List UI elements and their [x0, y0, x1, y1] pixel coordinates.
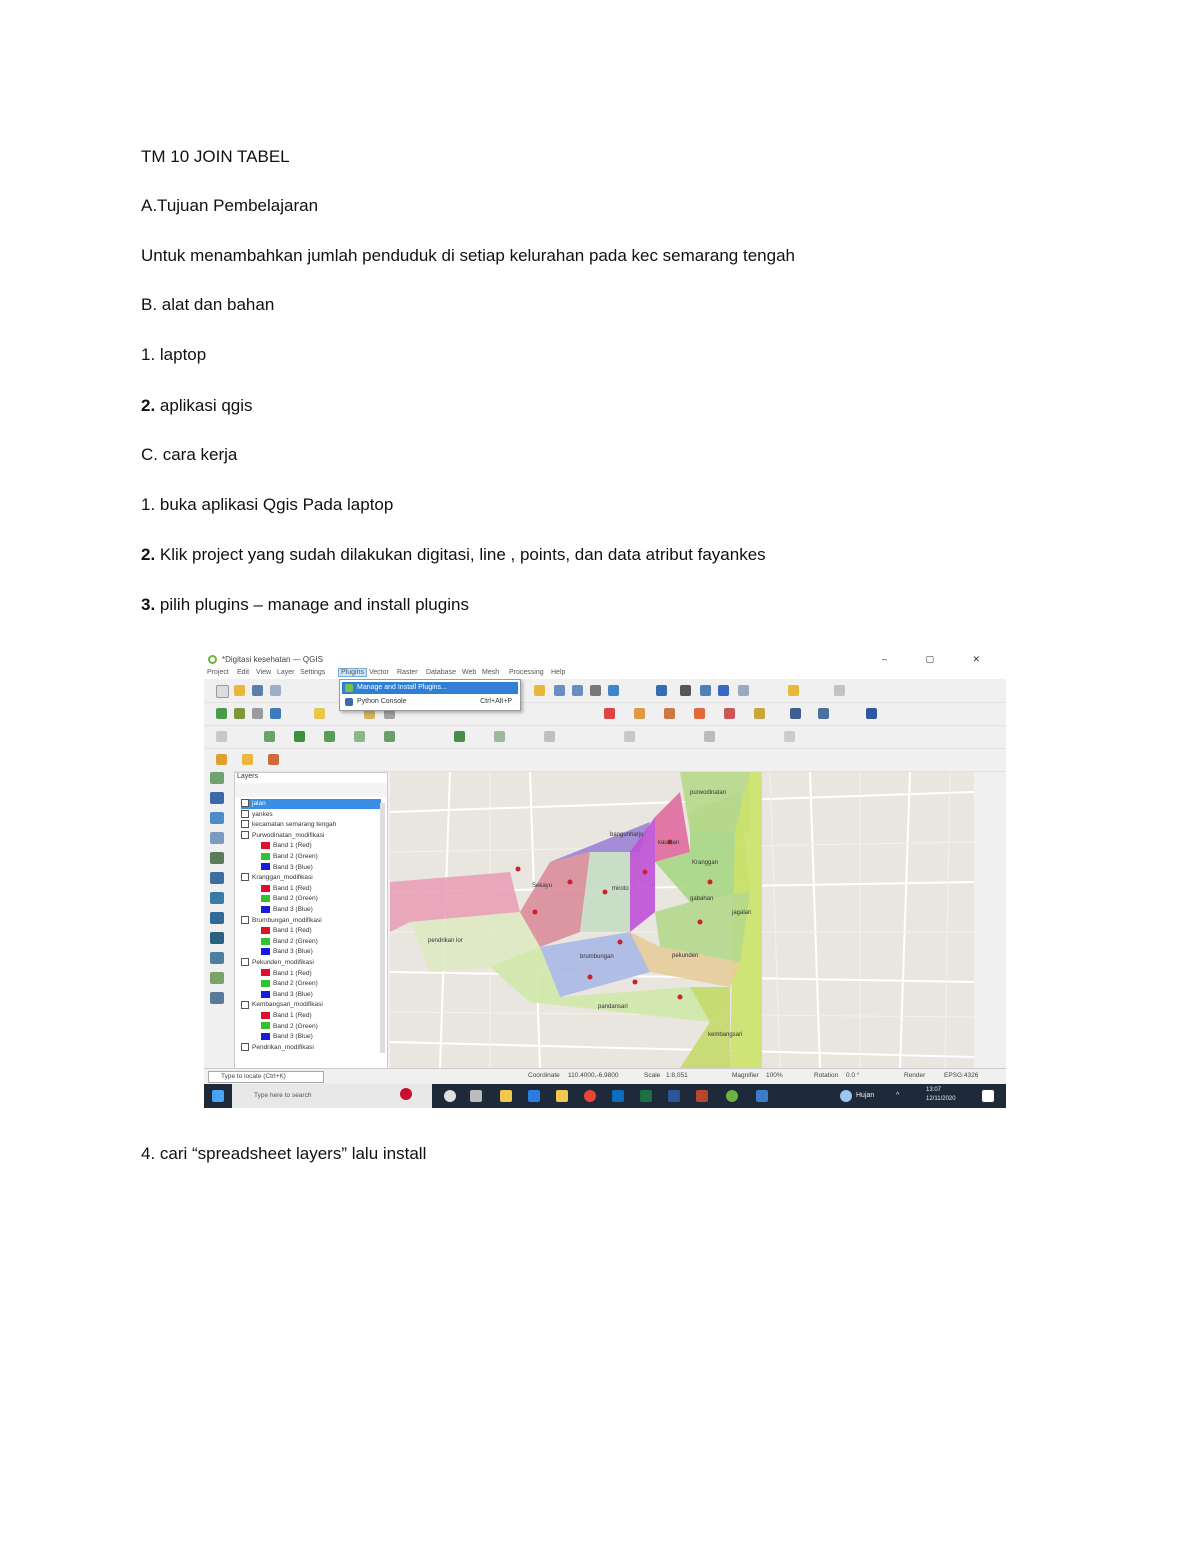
reverse-line-icon[interactable] [784, 731, 795, 742]
step-2-text: Klik project yang sudah dilakukan digitasi, line , points, dan data atribut fayankes [155, 545, 766, 564]
plugin-icon [345, 684, 353, 692]
clock-date[interactable]: 12/11/2020 [926, 1096, 956, 1102]
label-pandansari: pandansari [598, 1004, 628, 1010]
add-xyz-icon[interactable] [210, 952, 224, 964]
qgis-logo-icon [208, 655, 217, 664]
fill-ring-icon[interactable] [324, 731, 335, 742]
left-toolbar [204, 770, 232, 1070]
coordinate-value[interactable]: 110.4000,-6.9800 [568, 1072, 619, 1079]
layer-name: Band 1 (Red) [273, 842, 312, 850]
layer-visibility-checkbox[interactable] [241, 799, 249, 807]
menu-project[interactable]: Project [207, 669, 229, 676]
alat-item-2 [141, 395, 253, 417]
band-color-swatch [261, 980, 270, 987]
task-view-icon[interactable] [470, 1090, 482, 1102]
layer-row[interactable] [241, 820, 381, 830]
magnifier-value[interactable]: 100% [766, 1072, 783, 1079]
layer-visibility-checkbox[interactable] [241, 831, 249, 839]
change-label-icon[interactable] [754, 708, 765, 719]
layer-name: Band 1 (Red) [273, 1012, 312, 1019]
section-b-heading: B. alat dan bahan [141, 295, 275, 314]
statistics-sigma-icon[interactable] [718, 685, 729, 696]
label-miroto: miroto [612, 886, 629, 892]
scale-value[interactable]: 1:8,051 [666, 1072, 688, 1079]
save-project-icon[interactable] [252, 685, 263, 696]
label-kranggan: Kranggan [692, 860, 719, 866]
pan-icon[interactable] [534, 685, 545, 696]
band-color-swatch [261, 853, 270, 860]
band-color-swatch [261, 863, 270, 870]
reshape-icon[interactable] [384, 731, 395, 742]
python-console-icon[interactable] [818, 708, 829, 719]
add-spatialite-icon[interactable] [210, 852, 224, 864]
band-color-swatch [261, 1022, 270, 1029]
band-color-swatch [261, 885, 270, 892]
windows-taskbar [204, 1084, 1006, 1108]
layer-row[interactable] [261, 1032, 381, 1042]
layer-name: Band 1 (Red) [273, 927, 312, 935]
layer-styling-icon[interactable] [790, 708, 801, 719]
step-4: 4. cari “spreadsheet layers” lalu install [141, 1144, 427, 1163]
layer-row[interactable] [241, 1000, 381, 1010]
menu-raster[interactable]: Raster [397, 669, 418, 676]
locator-search-input[interactable] [208, 1071, 324, 1083]
zoom-out-icon[interactable] [572, 685, 583, 696]
map-canvas[interactable] [390, 772, 974, 1068]
label-kauman: kauman [658, 840, 680, 846]
clock-time[interactable]: 13:07 [926, 1087, 942, 1093]
select-by-expression-icon[interactable] [268, 754, 279, 765]
layer-row[interactable] [261, 969, 381, 979]
menu-processing[interactable]: Processing [509, 669, 544, 676]
menu-vector[interactable]: Vector [369, 669, 389, 676]
current-edits-icon[interactable] [314, 708, 325, 719]
tujuan-text: Untuk menambahkan jumlah penduduk di setiap kelurahan pada kec semarang tengah [141, 246, 795, 265]
layer-name: Band 3 (Blue) [273, 948, 313, 956]
offset-curve-icon[interactable] [624, 731, 635, 742]
layer-name: Band 3 (Blue) [273, 906, 313, 913]
window-titlebar [204, 652, 1006, 668]
add-vector-icon[interactable] [210, 772, 224, 784]
label-bangunharjo: bangunharjo [610, 832, 644, 838]
locator-placeholder: Type to locate (Ctrl+K) [221, 1073, 286, 1080]
add-wms-icon[interactable] [210, 892, 224, 904]
band-color-swatch [261, 842, 270, 849]
enable-snapping-icon[interactable] [216, 731, 227, 742]
add-mesh-icon[interactable] [210, 812, 224, 824]
add-raster-icon[interactable] [210, 792, 224, 804]
label-jagalan: jagalan [732, 910, 752, 916]
menu-view[interactable]: View [256, 669, 272, 676]
manage-install-plugins-item[interactable] [342, 682, 518, 694]
menu-mesh[interactable]: Mesh [482, 669, 500, 676]
layer-row[interactable] [261, 926, 381, 936]
layer-row[interactable] [261, 884, 381, 894]
open-project-icon[interactable] [234, 685, 245, 696]
menu-edit[interactable]: Edit [237, 669, 250, 676]
section-c-heading: C. cara kerja [141, 445, 238, 464]
toolbar-advanced-digitizing [204, 726, 1006, 749]
taskbar-search-placeholder: Type here to search [254, 1092, 312, 1099]
band-color-swatch [261, 906, 270, 913]
layer-name: Band 3 (Blue) [273, 990, 313, 998]
step-1: 1. buka aplikasi Qgis Pada laptop [141, 495, 394, 514]
layer-row[interactable] [241, 873, 381, 883]
menu-settings[interactable]: Settings [300, 669, 326, 676]
layer-row[interactable] [241, 810, 381, 820]
label-pendrikan-lor: pendrikan lor [428, 938, 463, 944]
window-controls[interactable]: – ▢ ✕ [881, 654, 998, 664]
menu-bar [204, 668, 1006, 679]
scale-label: Scale [644, 1072, 661, 1079]
layer-row[interactable] [261, 990, 381, 1000]
new-layer-icon[interactable] [210, 972, 224, 984]
plugins-menu-dropdown [339, 679, 521, 711]
label-sekayu: Sekayu [532, 883, 553, 889]
layer-name: jalan [252, 800, 266, 807]
band-color-swatch [261, 948, 270, 955]
zoom-full-icon[interactable] [590, 685, 601, 696]
render-label[interactable]: Render [904, 1072, 926, 1079]
layer-visibility-checkbox[interactable] [241, 1001, 249, 1009]
delete-ring-icon[interactable] [354, 731, 365, 742]
add-vector-layer-icon[interactable] [234, 708, 245, 719]
layer-row[interactable] [261, 852, 381, 862]
alat-item-2-text: aplikasi qgis [155, 396, 253, 415]
python-console-shortcut: Ctrl+Alt+P [480, 698, 512, 705]
add-delimited-text-icon[interactable] [210, 832, 224, 844]
layer-visibility-checkbox[interactable] [241, 958, 249, 966]
layer-row[interactable] [241, 958, 381, 968]
windows-start-icon[interactable] [212, 1090, 224, 1102]
layer-row[interactable] [261, 1011, 381, 1021]
add-ring-icon[interactable] [264, 731, 275, 742]
layers-panel-title: Layers [237, 773, 259, 780]
menu-layer[interactable]: Layer [277, 669, 295, 676]
add-raster-layer-icon[interactable] [252, 708, 263, 719]
word-icon[interactable] [668, 1090, 680, 1102]
menu-database[interactable]: Database [426, 669, 456, 676]
epsg-value[interactable]: EPSG:4326 [944, 1072, 979, 1079]
layer-row[interactable] [261, 947, 381, 957]
layer-name: Band 2 (Green) [273, 895, 318, 903]
layer-name: Band 1 (Red) [273, 969, 312, 977]
menu-plugins[interactable]: Plugins [338, 668, 367, 677]
map-tips-icon[interactable] [788, 685, 799, 696]
toolbar-digitizing [204, 703, 1006, 726]
alat-item-2-number: 2. [141, 396, 156, 415]
layer-visibility-checkbox[interactable] [241, 916, 249, 924]
label-gabahan: gabahan [690, 896, 714, 902]
add-wfs-icon[interactable] [210, 912, 224, 924]
add-postgis-icon[interactable] [210, 872, 224, 884]
weather-icon [840, 1090, 852, 1102]
select-features-icon[interactable] [604, 708, 615, 719]
band-color-swatch [261, 938, 270, 945]
rotate-label-icon[interactable] [724, 708, 735, 719]
toolbar-project [204, 680, 1006, 703]
menu-help[interactable]: Help [551, 669, 566, 676]
qgis-taskbar-icon[interactable] [726, 1090, 738, 1102]
window-title: *Digitasi kesehatan — QGIS [222, 655, 323, 664]
photos-icon[interactable] [756, 1090, 768, 1102]
python-console-item[interactable] [342, 696, 518, 708]
chrome-icon[interactable] [584, 1090, 596, 1102]
zoom-in-icon[interactable] [554, 685, 565, 696]
label-kembangsari: kembangsari [708, 1032, 743, 1038]
layer-row[interactable] [261, 841, 381, 851]
qgis-screenshot [204, 652, 1006, 1108]
layer-row[interactable] [261, 979, 381, 989]
layer-visibility-checkbox[interactable] [241, 820, 249, 828]
layer-name: Purwodinatan_modifikasi [252, 831, 325, 839]
poinsettia-icon [400, 1088, 412, 1100]
powerpoint-icon[interactable] [696, 1090, 708, 1102]
step-3 [141, 594, 469, 616]
alat-item-1: 1. laptop [141, 345, 207, 364]
menu-web[interactable]: Web [462, 669, 477, 676]
band-color-swatch [261, 927, 270, 934]
python-console-label: Python Console [357, 698, 407, 705]
weather-text: Hujan [856, 1092, 875, 1099]
layer-name: Band 3 (Blue) [273, 863, 313, 871]
layer-name: yankes [252, 810, 273, 818]
rotation-label: Rotation [814, 1072, 839, 1079]
simplify-icon[interactable] [704, 731, 715, 742]
band-color-swatch [261, 895, 270, 902]
measure-icon[interactable] [680, 685, 691, 696]
layer-name: Kembangsari_modifikasi [252, 1001, 323, 1009]
manage-install-plugins-label: Manage and Install Plugins... [357, 684, 447, 691]
layer-row[interactable] [261, 937, 381, 947]
layers-panel-toolbar [235, 783, 387, 797]
band-color-swatch [261, 1012, 270, 1019]
merge-features-icon[interactable] [494, 731, 505, 742]
layer-name: Band 3 (Blue) [273, 1033, 313, 1041]
add-csv-layer-icon[interactable] [270, 708, 281, 719]
layer-visibility-checkbox[interactable] [241, 1043, 249, 1051]
split-features-icon[interactable] [454, 731, 465, 742]
cortana-icon[interactable] [444, 1090, 456, 1102]
data-source-manager-icon[interactable] [216, 708, 227, 719]
mail-icon[interactable] [612, 1090, 624, 1102]
add-part-icon[interactable] [294, 731, 305, 742]
print-layout-icon[interactable] [270, 685, 281, 696]
refresh-icon[interactable] [608, 685, 619, 696]
annotation-icon[interactable] [834, 685, 845, 696]
step-3-text: pilih plugins – manage and install plugins [155, 595, 469, 614]
layer-visibility-checkbox[interactable] [241, 873, 249, 881]
select-by-area-icon[interactable] [216, 754, 227, 765]
layers-panel [234, 772, 388, 1070]
layer-name: Pendrikan_modifikasi [252, 1043, 314, 1051]
tray-chevron-icon[interactable]: ^ [896, 1092, 900, 1099]
band-color-swatch [261, 991, 270, 998]
attribute-table-icon[interactable] [738, 685, 749, 696]
new-project-icon[interactable] [216, 685, 229, 698]
label-pekunden: pekunden [672, 953, 699, 959]
step-2-number: 2. [141, 545, 156, 564]
label-tool-icon[interactable] [664, 708, 675, 719]
add-wcs-icon[interactable] [210, 932, 224, 944]
toolbar-selection [204, 749, 1006, 772]
layer-row[interactable] [241, 1043, 381, 1053]
step-3-number: 3. [141, 595, 156, 614]
layer-row[interactable] [261, 863, 381, 873]
label-brumbungan: brumbungan [580, 954, 614, 960]
identify-icon[interactable] [656, 685, 667, 696]
layer-row[interactable] [241, 831, 381, 841]
step-2 [141, 544, 766, 566]
processing-toolbox-icon[interactable] [866, 708, 877, 719]
temporary-layer-icon[interactable] [210, 992, 224, 1004]
rotate-point-icon[interactable] [544, 731, 555, 742]
edge-icon[interactable] [528, 1090, 540, 1102]
deselect-icon[interactable] [634, 708, 645, 719]
rotation-value[interactable]: 0.0 ° [846, 1072, 860, 1079]
layer-row[interactable] [241, 799, 381, 809]
label-purwodinatan: purwodinatan [690, 790, 727, 796]
layer-name: Band 2 (Green) [273, 1022, 318, 1030]
layer-row[interactable] [261, 1022, 381, 1032]
coordinate-label: Coordinate [528, 1072, 560, 1079]
layer-row[interactable] [241, 916, 381, 926]
layer-name: Band 2 (Green) [273, 937, 318, 945]
layer-visibility-checkbox[interactable] [241, 810, 249, 818]
layers-scrollbar[interactable] [380, 803, 385, 1053]
band-color-swatch [261, 1033, 270, 1040]
settings-gear-icon[interactable] [700, 685, 711, 696]
notification-icon[interactable] [982, 1090, 994, 1102]
layer-row[interactable] [261, 894, 381, 904]
document-title: TM 10 JOIN TABEL [141, 147, 290, 166]
band-color-swatch [261, 969, 270, 976]
file-explorer-icon[interactable] [500, 1090, 512, 1102]
select-by-value-icon[interactable] [242, 754, 253, 765]
layer-name: Band 2 (Green) [273, 853, 318, 860]
python-icon [345, 698, 353, 706]
store-icon[interactable] [556, 1090, 568, 1102]
layer-name: Pekunden_modifikasi [252, 959, 314, 966]
layer-name: Kranggan_modifikasi [252, 874, 313, 882]
layer-name: kecamatan semarang tengah [252, 821, 337, 829]
layer-name: Band 2 (Green) [273, 980, 318, 988]
layer-name: Band 1 (Red) [273, 884, 312, 892]
status-bar [204, 1068, 1006, 1085]
magnifier-label: Magnifier [732, 1072, 759, 1079]
layer-name: Brumbungan_modifikasi [252, 916, 322, 924]
section-a-heading: A.Tujuan Pembelajaran [141, 196, 319, 215]
layer-row[interactable] [261, 905, 381, 915]
move-label-icon[interactable] [694, 708, 705, 719]
excel-icon[interactable] [640, 1090, 652, 1102]
